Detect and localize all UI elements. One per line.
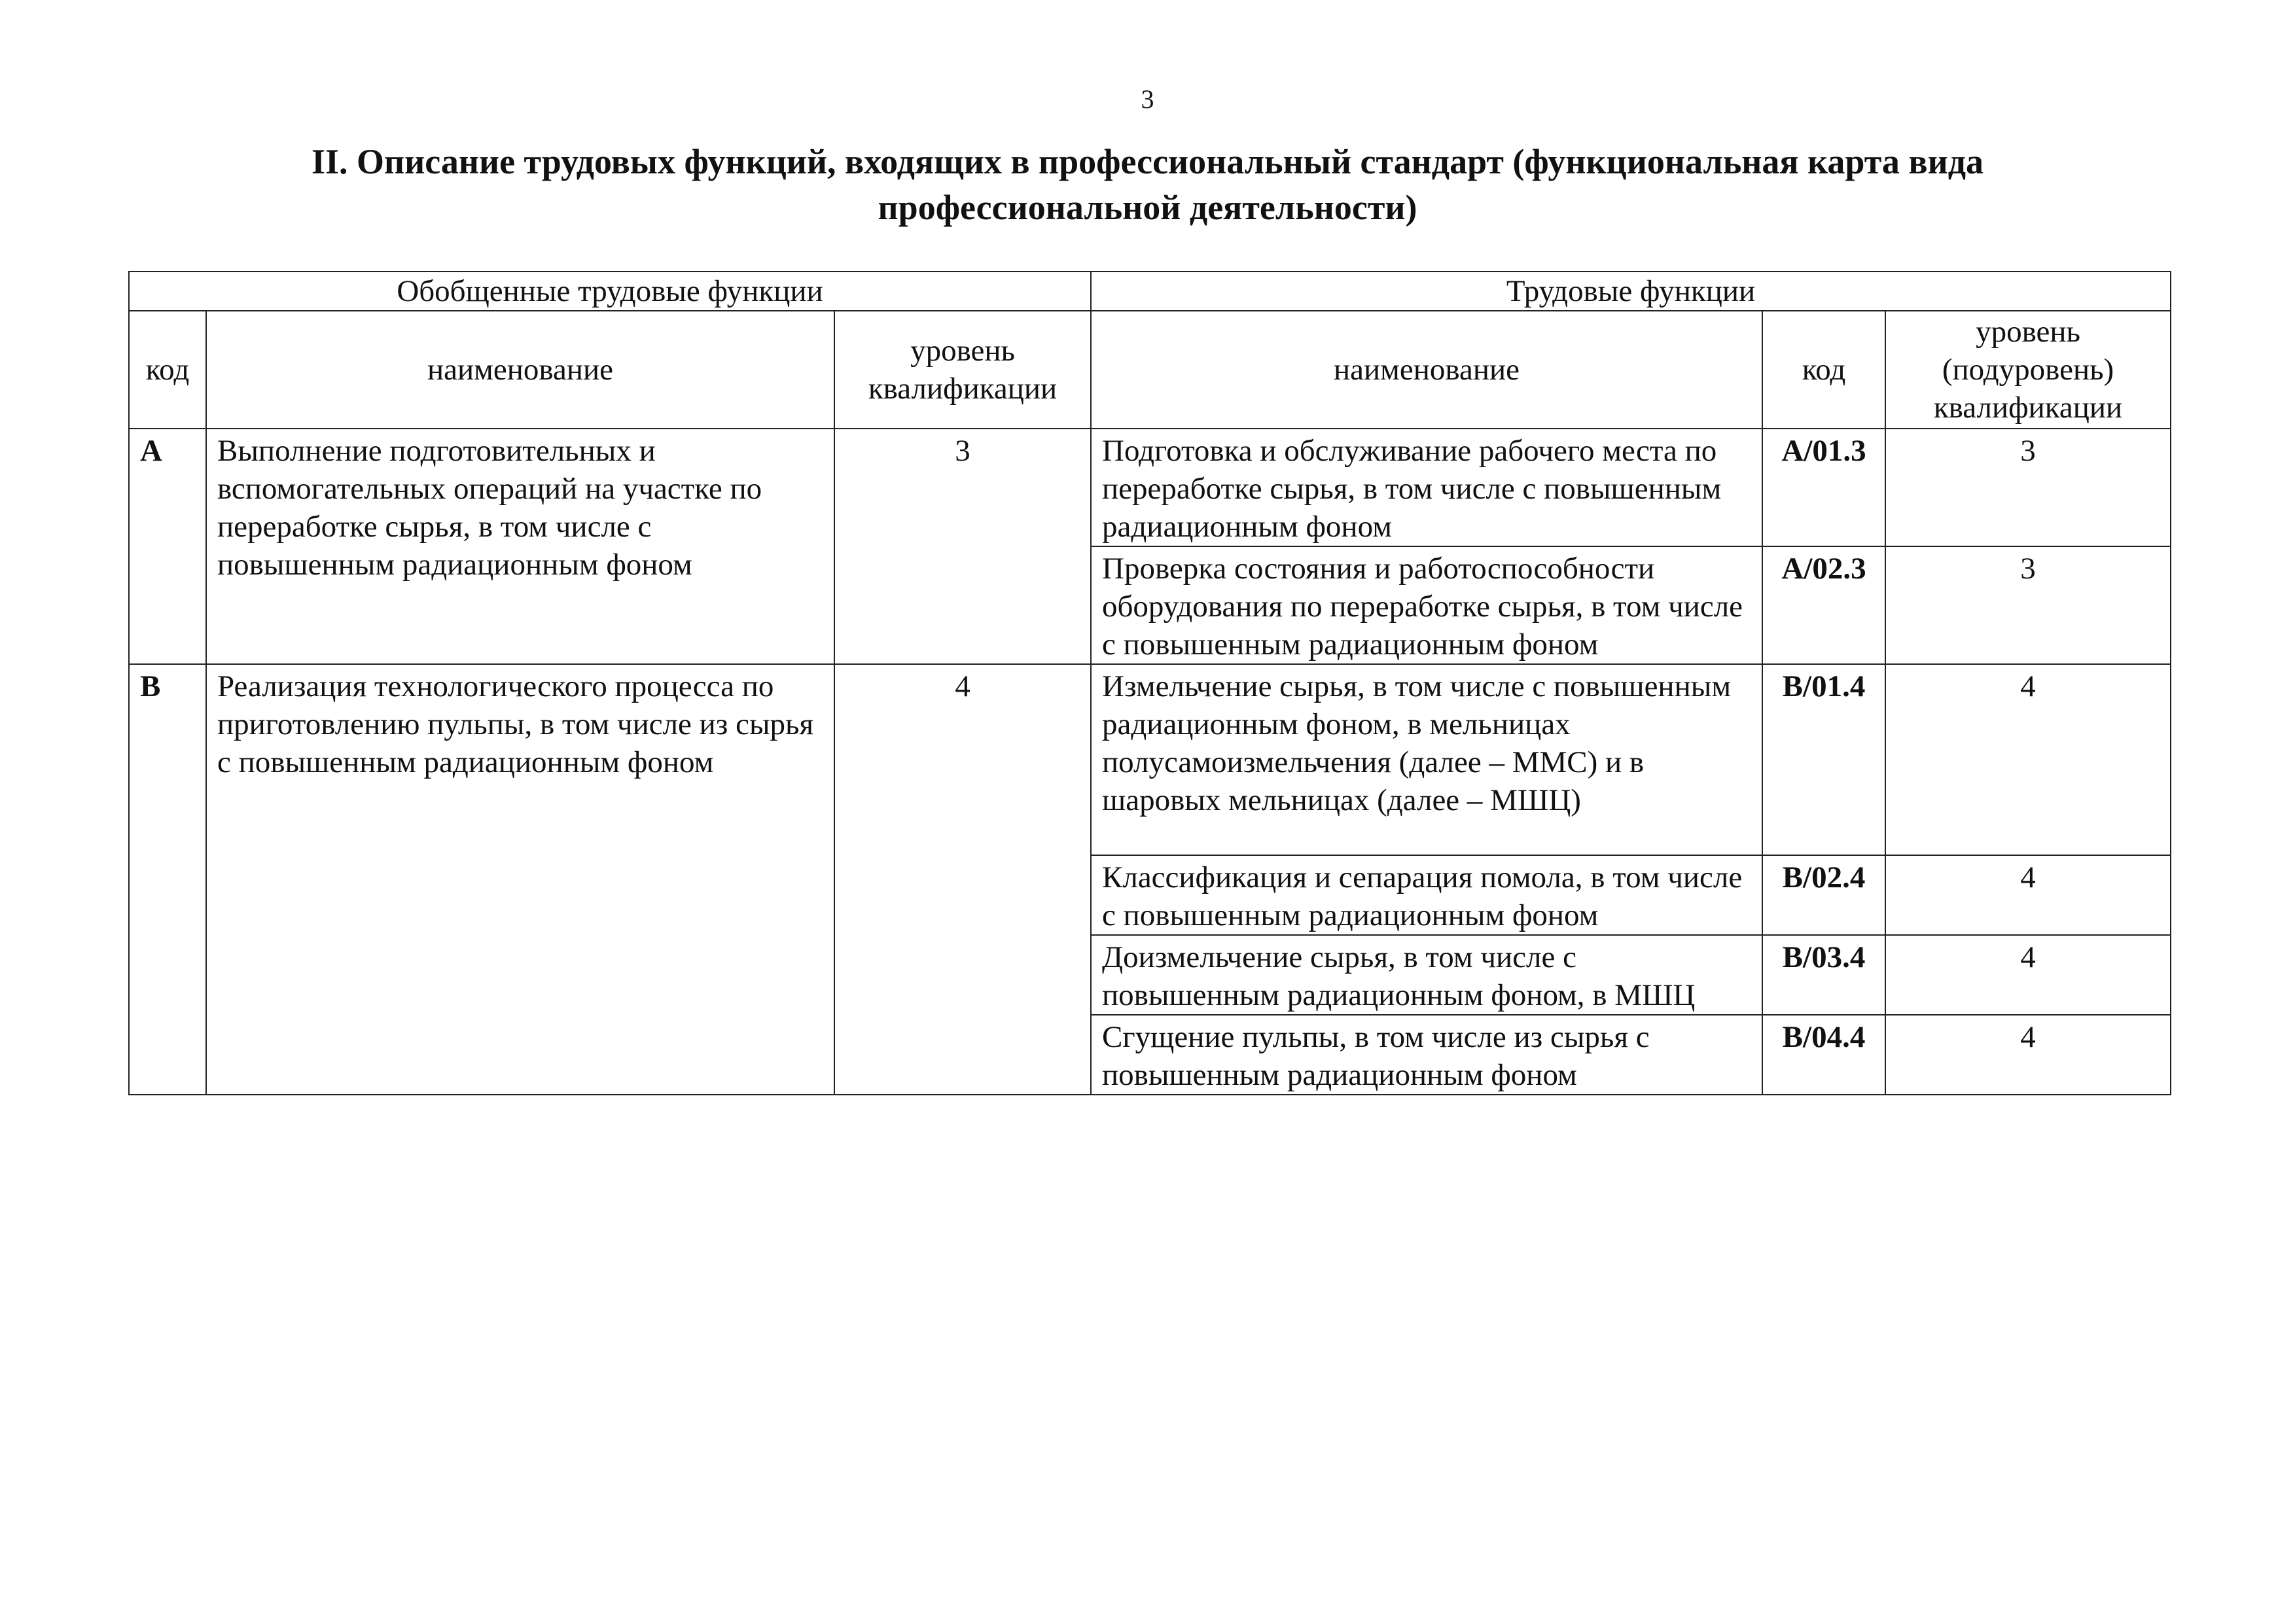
generalized-code-cell: B (129, 664, 206, 1095)
col-header-generalized-name: наименование (206, 311, 834, 429)
table-row (129, 429, 2171, 546)
col-header-function-name: наименование (1091, 311, 1762, 429)
function-code-cell: A/02.3 (1762, 546, 1885, 664)
function-name-cell: Подготовка и обслуживание рабочего места по переработке сырья, в том числе с повышенным радиационным фоном (1091, 429, 1762, 546)
function-code-cell: A/01.3 (1762, 429, 1885, 546)
col-header-generalized-code: код (129, 311, 206, 429)
function-level-cell: 4 (1885, 664, 2171, 855)
function-level-cell: 3 (1885, 546, 2171, 664)
section-title-line1: II. Описание трудовых функций, входящих в профессиональный стандарт (функциональная карта вида (311, 142, 1984, 181)
generalized-name-cell: Выполнение подготовительных и вспомогательных операций на участке по переработке сырья, в том числе с повышенным радиационным фоном (206, 429, 834, 664)
function-name-cell: Классификация и сепарация помола, в том числе с повышенным радиационным фоном (1091, 855, 1762, 935)
function-name-cell: Измельчение сырья, в том числе с повышенным радиационным фоном, в мельницах полусамоизмельчения (далее – ММС) и в шаровых мельницах (далее – МШЦ) (1091, 664, 1762, 855)
generalized-name-cell: Реализация технологического процесса по приготовлению пульпы, в том числе из сырья с повышенным радиационным фоном (206, 664, 834, 1095)
col-header-function-code: код (1762, 311, 1885, 429)
generalized-level-cell: 3 (834, 429, 1091, 664)
table-row (129, 664, 2171, 855)
col-header-generalized-level: уровень квалификации (834, 311, 1091, 429)
col-header-function-level: уровень (подуровень) квалификации (1885, 311, 2171, 429)
function-code-cell: B/03.4 (1762, 935, 1885, 1015)
group-header-row (129, 272, 2171, 311)
function-code-cell: B/01.4 (1762, 664, 1885, 855)
page-number: 3 (1141, 84, 1154, 114)
section-title-line2: профессиональной деятельности) (878, 188, 1417, 227)
function-code-cell: B/04.4 (1762, 1015, 1885, 1095)
function-level-cell: 3 (1885, 429, 2171, 546)
function-name-cell: Проверка состояния и работоспособности оборудования по переработке сырья, в том числе с повышенным радиационным фоном (1091, 546, 1762, 664)
generalized-functions-header: Обобщенные трудовые функции (129, 272, 1091, 311)
function-level-cell: 4 (1885, 1015, 2171, 1095)
generalized-code-cell: A (129, 429, 206, 664)
column-header-row (129, 311, 2171, 429)
function-level-cell: 4 (1885, 935, 2171, 1015)
function-level-cell: 4 (1885, 855, 2171, 935)
functional-map-table (128, 271, 2171, 1095)
labor-functions-header: Трудовые функции (1091, 272, 2171, 311)
function-name-cell: Доизмельчение сырья, в том числе с повышенным радиационным фоном, в МШЦ (1091, 935, 1762, 1015)
function-name-cell: Сгущение пульпы, в том числе из сырья с повышенным радиационным фоном (1091, 1015, 1762, 1095)
function-code-cell: B/02.4 (1762, 855, 1885, 935)
section-title (196, 139, 2099, 230)
generalized-level-cell: 4 (834, 664, 1091, 1095)
